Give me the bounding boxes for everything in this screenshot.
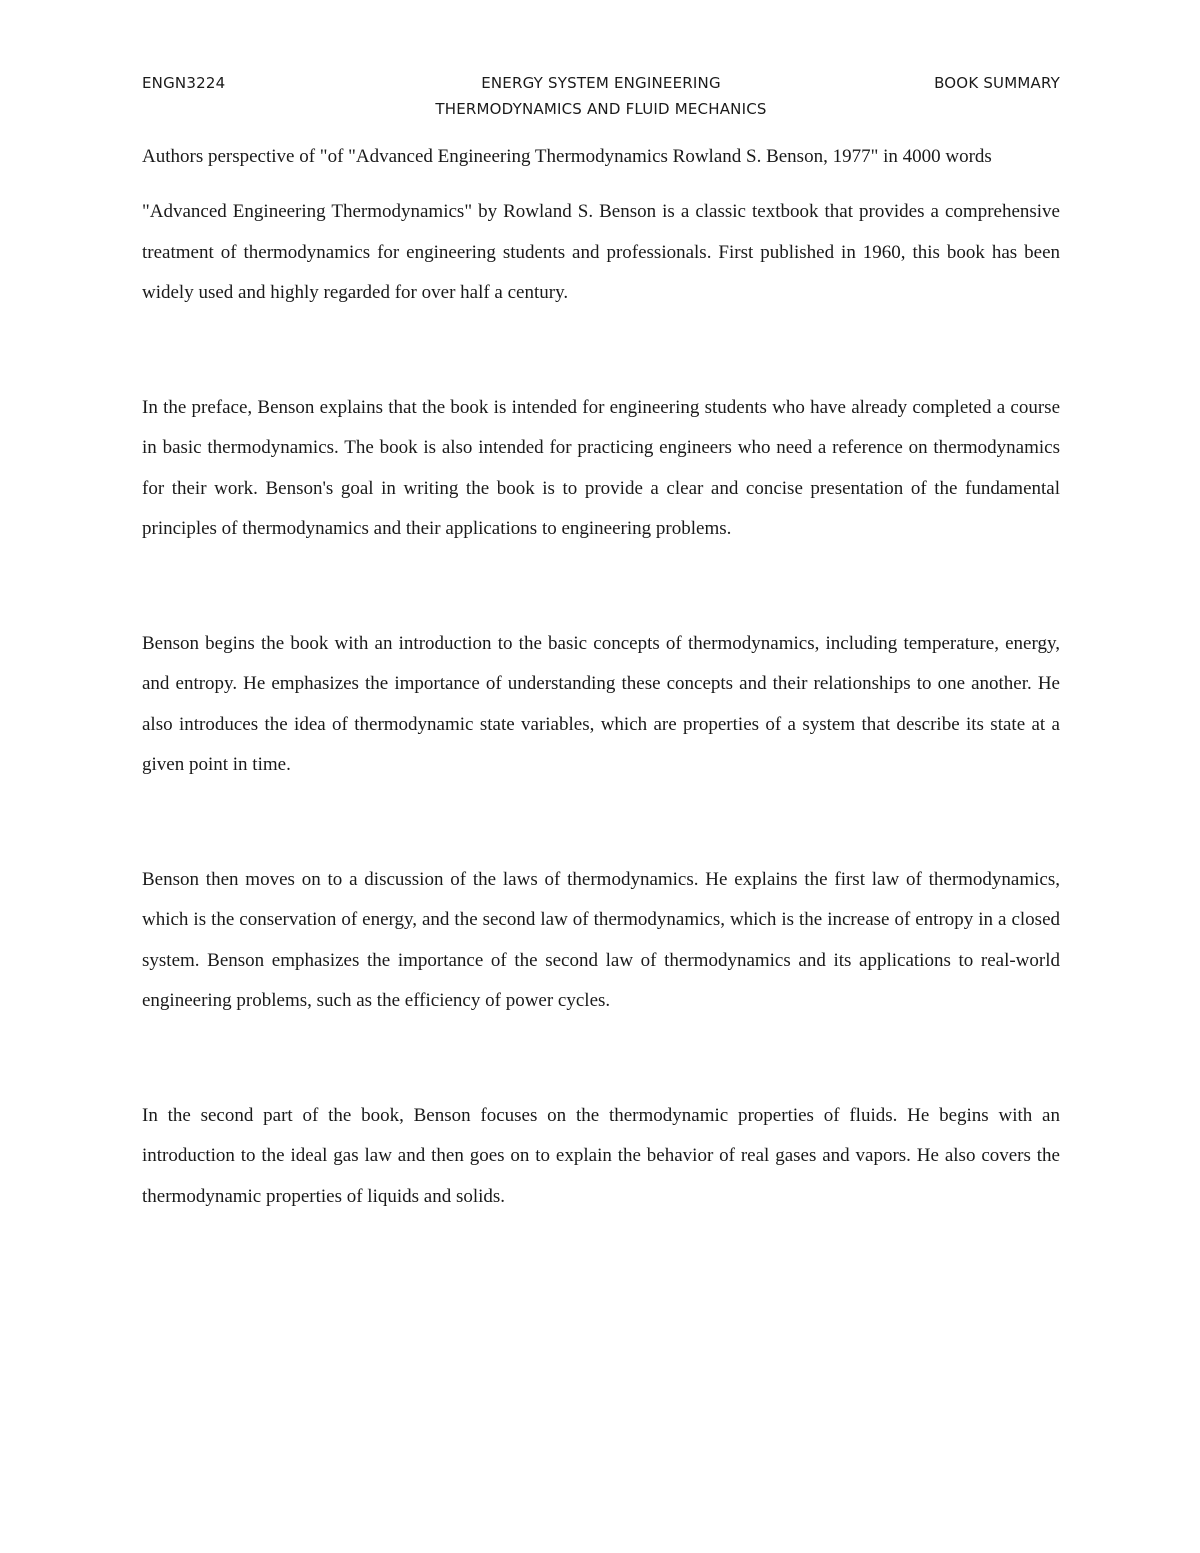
- document-type: BOOK SUMMARY: [934, 74, 1060, 92]
- paragraph-3: Benson begins the book with an introduction to the basic concepts of thermodynamics, including temperature, energy, and entropy. He emphasizes the importance of understanding these concepts and their relationships to one another. He also introduces the idea of thermodynamic state variables, which are properties of a system that describe its state at a given point in time.: [142, 632, 1060, 775]
- paragraph-5: In the second part of the book, Benson focuses on the thermodynamic properties of fluids. He begins with an introduction to the ideal gas law and then goes on to explain the behavior of real gases and vapors. He also covers the thermodynamic properties of liquids and solids.: [142, 1104, 1060, 1207]
- paragraph-4: Benson then moves on to a discussion of the laws of thermodynamics. He explains the first law of thermodynamics, which is the conservation of energy, and the second law of thermodynamics, which is the increase of entropy in a closed system. Benson emphasizes the importance of the second law of thermodynamics and its applications to real-world engineering problems, such as the efficiency of power cycles.: [142, 868, 1060, 1011]
- prompt-text: Authors perspective of "of "Advanced Engineering Thermodynamics Rowland S. Benson, 1977" in 4000 words: [142, 146, 992, 167]
- paragraph-spacer: [142, 786, 1060, 860]
- paragraph-spacer: [142, 314, 1060, 388]
- paragraph-spacer: [142, 1022, 1060, 1096]
- course-title: ENERGY SYSTEM ENGINEERING: [481, 74, 721, 92]
- paragraph-1: "Advanced Engineering Thermodynamics" by Rowland S. Benson is a classic textbook that provides a comprehensive treatment of thermodynamics for engineering students and professionals. First published in 1960, this book has been widely used and highly regarded for over half a century.: [142, 201, 1060, 303]
- header-subtitle: THERMODYNAMICS AND FLUID MECHANICS: [435, 100, 767, 118]
- paragraph-2: In the preface, Benson explains that the book is intended for engineering students who have already completed a course in basic thermodynamics. The book is also intended for practicing engineers who need a reference on thermodynamics for their work. Benson's goal in writing the book is to provide a clear and concise presentation of the fundamental principles of thermodynamics and their applications to engineering problems.: [142, 396, 1060, 539]
- paragraph-spacer: [142, 550, 1060, 624]
- document-body: [142, 138, 1060, 1217]
- header-row: [142, 74, 1060, 96]
- course-code: ENGN3224: [142, 74, 226, 92]
- page-header: [142, 74, 1060, 118]
